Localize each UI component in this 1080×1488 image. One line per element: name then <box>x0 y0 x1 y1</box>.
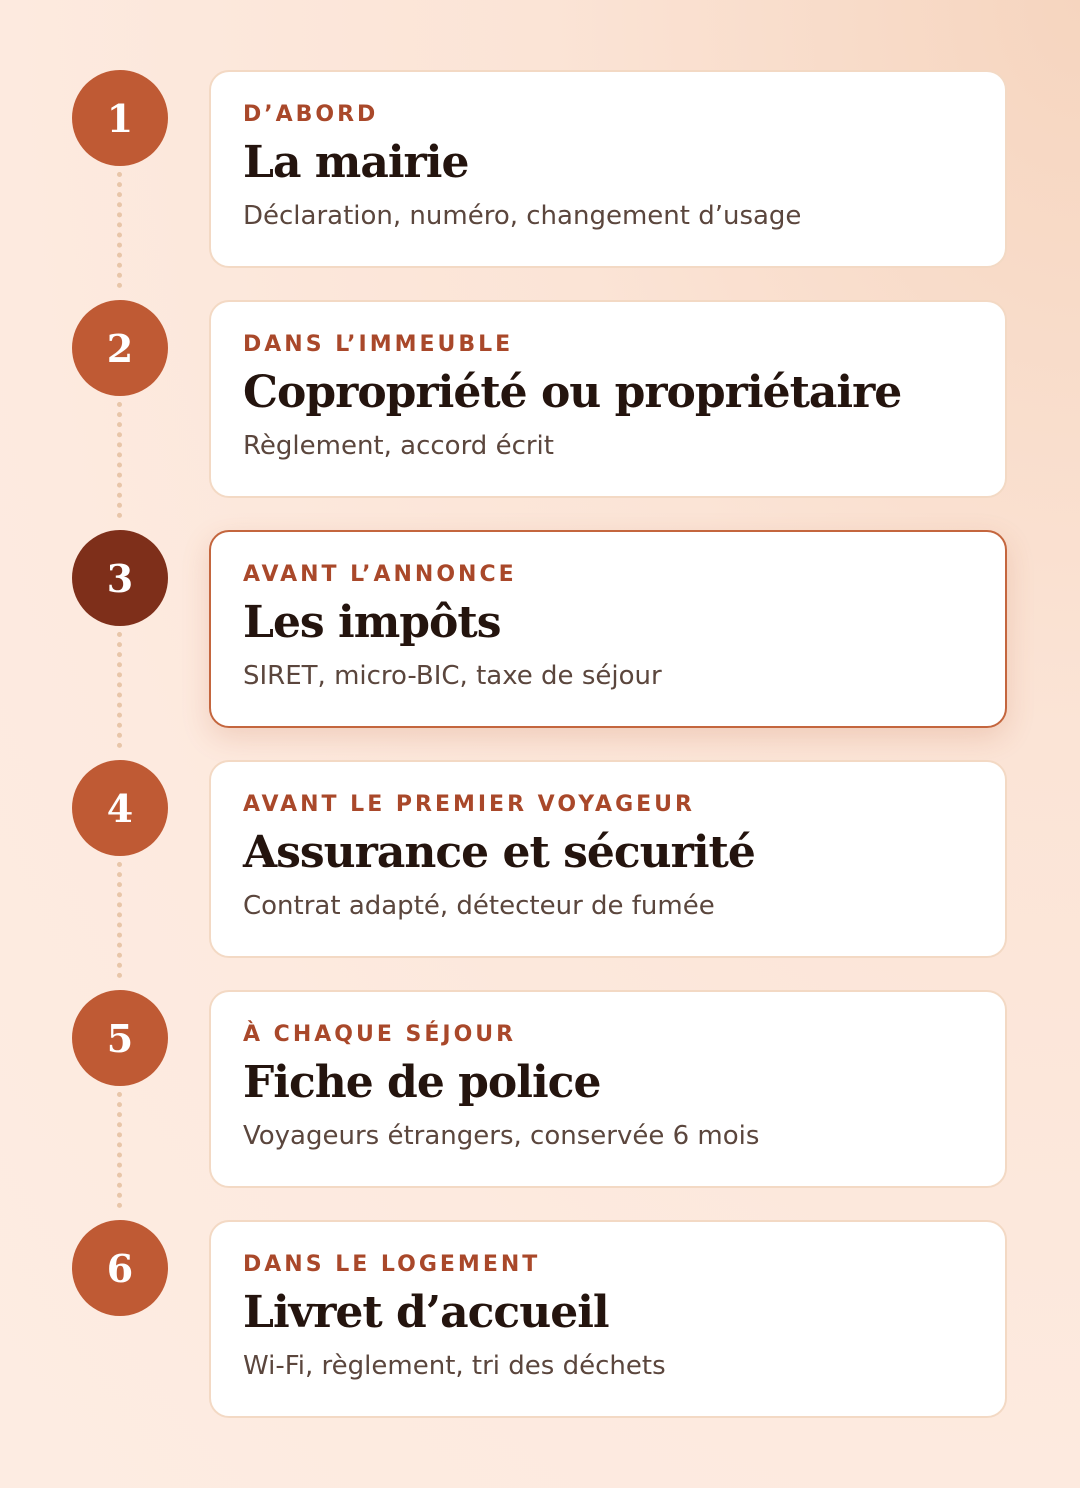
step-card <box>209 530 1007 728</box>
step-card <box>209 1220 1007 1418</box>
step-title: Les impôts <box>243 597 501 648</box>
step-eyebrow: DANS LE LOGEMENT <box>243 1252 541 1277</box>
step-description: Voyageurs étrangers, conservée 6 mois <box>243 1121 760 1151</box>
step-eyebrow: AVANT L’ANNONCE <box>243 562 517 587</box>
step-title: Assurance et sécurité <box>243 827 755 878</box>
step-title: Livret d’accueil <box>243 1287 609 1338</box>
step-number-badge: 5 <box>72 990 168 1086</box>
step-number-badge: 2 <box>72 300 168 396</box>
step-title: Copropriété ou propriétaire <box>243 367 902 418</box>
step-4 <box>0 760 1080 958</box>
step-eyebrow: DANS L’IMMEUBLE <box>243 332 514 357</box>
step-number-badge: 1 <box>72 70 168 166</box>
step-6 <box>0 1220 1080 1418</box>
step-number-badge: 4 <box>72 760 168 856</box>
step-card <box>209 760 1007 958</box>
step-description: Règlement, accord écrit <box>243 431 554 461</box>
step-card <box>209 70 1007 268</box>
step-description: SIRET, micro-BIC, taxe de séjour <box>243 661 662 691</box>
step-description: Wi-Fi, règlement, tri des déchets <box>243 1351 666 1381</box>
step-title: La mairie <box>243 137 469 188</box>
step-description: Déclaration, numéro, changement d’usage <box>243 201 802 231</box>
step-3 <box>0 530 1080 728</box>
step-2 <box>0 300 1080 498</box>
step-number-badge: 6 <box>72 1220 168 1316</box>
step-eyebrow: AVANT LE PREMIER VOYAGEUR <box>243 792 695 817</box>
step-eyebrow: D’ABORD <box>243 102 379 127</box>
step-1 <box>0 70 1080 268</box>
step-eyebrow: À CHAQUE SÉJOUR <box>243 1022 517 1047</box>
step-5 <box>0 990 1080 1188</box>
step-card <box>209 300 1007 498</box>
step-card <box>209 990 1007 1188</box>
step-description: Contrat adapté, détecteur de fumée <box>243 891 715 921</box>
step-number-badge: 3 <box>72 530 168 626</box>
step-title: Fiche de police <box>243 1057 601 1108</box>
